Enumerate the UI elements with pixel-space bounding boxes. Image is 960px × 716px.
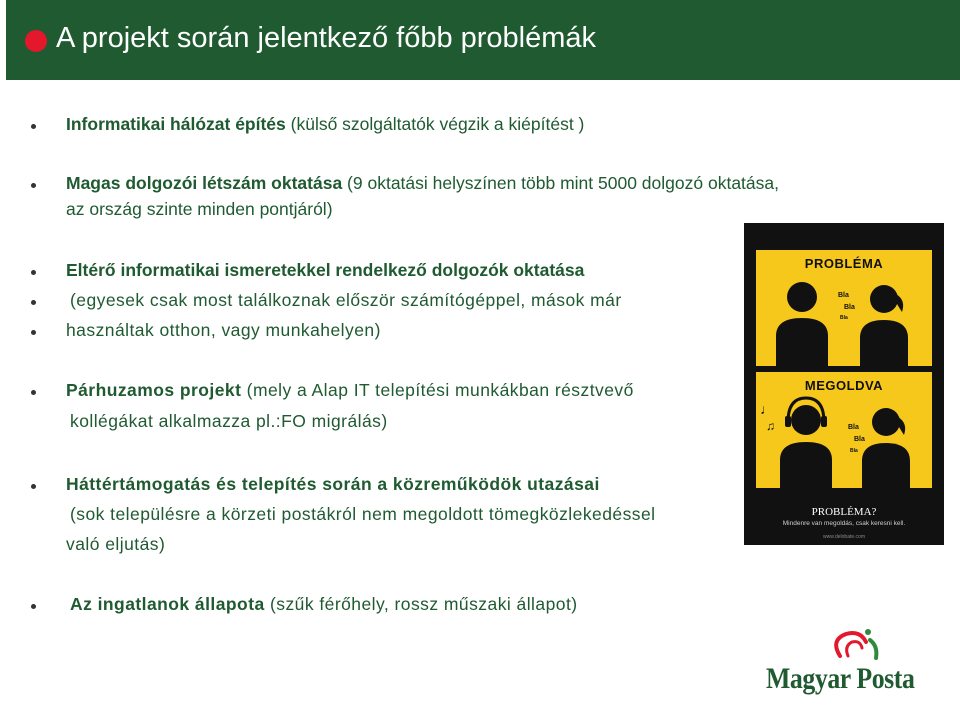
bullet-line <box>70 504 656 525</box>
bullet-line <box>66 534 165 555</box>
poster-panel-problem <box>756 250 932 366</box>
posthorn-logo-icon <box>826 626 882 664</box>
bullet-line <box>70 290 622 311</box>
poster-url: www.delobate.com <box>823 534 865 540</box>
magyar-posta-logo-text: Magyar Posta <box>766 662 915 695</box>
bullet-dot <box>31 484 36 489</box>
bullet-text: (külső szolgáltatók végzik a kiépítést ) <box>285 114 585 134</box>
bullet-text: (mely a Alap IT telepítési munkákban résztvevő <box>241 380 634 400</box>
title-bullet-dot <box>25 30 47 52</box>
bullet-text: használtak otthon, vagy munkahelyen) <box>66 320 381 340</box>
bla-text: Bla <box>850 448 858 454</box>
bullet-line <box>66 380 634 401</box>
bullet-line <box>66 173 779 194</box>
bullet-line <box>66 474 600 495</box>
bla-text: Bla <box>854 436 865 443</box>
poster-panel-title: MEGOLDVA <box>804 378 884 393</box>
poster-headline: PROBLÉMA? <box>811 506 877 518</box>
bullet-line <box>66 260 584 281</box>
bullet-dot <box>31 270 36 275</box>
bullet-bold: Informatikai hálózat építés <box>66 114 286 134</box>
bullet-bold: Párhuzamos projekt <box>66 380 242 400</box>
svg-text:♫: ♫ <box>766 419 775 433</box>
problem-solution-poster <box>744 223 944 545</box>
bullet-text: való eljutás) <box>66 534 166 554</box>
bullet-text: (szűk férőhely, rossz műszaki állapot) <box>264 594 578 614</box>
bullet-line <box>70 411 388 432</box>
bullet-text: (egyesek csak most találkoznak először számítógéppel, mások már <box>70 290 622 310</box>
bla-text: Bla <box>848 424 859 431</box>
bullet-dot <box>31 124 36 129</box>
poster-subline: Mindenre van megoldás, csak keresni kell. <box>782 520 906 527</box>
bullet-dot <box>31 604 36 609</box>
bla-text: Bla <box>840 315 848 321</box>
poster-panel-solution <box>756 372 932 488</box>
bullet-line <box>70 594 578 615</box>
slide-title: A projekt során jelentkező főbb problémák <box>56 22 597 54</box>
bullet-dot <box>31 300 36 305</box>
svg-text:♩: ♩ <box>760 401 774 417</box>
bla-text: Bla <box>838 292 849 299</box>
poster-panel-title: PROBLÉMA <box>804 256 884 271</box>
bullet-dot <box>31 183 36 188</box>
bullet-bold: Eltérő informatikai ismeretekkel rendelkező dolgozók oktatása <box>66 260 585 280</box>
bullet-bold: Magas dolgozói létszám oktatása <box>66 173 343 193</box>
bullet-text: (9 oktatási helyszínen több mint 5000 dolgozó oktatása, <box>342 173 779 193</box>
bullet-text: kollégákat alkalmazza pl.:FO migrálás) <box>70 411 388 431</box>
bullet-dot <box>31 390 36 395</box>
bullet-bold: Háttértámogatás és telepítés során a közreműködök utazásai <box>66 474 600 494</box>
bullet-line <box>66 320 381 341</box>
bullet-text: (sok településre a körzeti postákról nem megoldott tömegközlekedéssel <box>70 504 656 524</box>
bullet-dot <box>31 330 36 335</box>
bullet-bold: Az ingatlanok állapota <box>70 594 265 614</box>
bullet-text: az ország szinte minden pontjáról) <box>66 199 333 219</box>
bla-text: Bla <box>844 304 855 311</box>
title-bar <box>6 0 960 80</box>
bullet-line <box>66 114 584 135</box>
bullet-line <box>66 199 333 220</box>
